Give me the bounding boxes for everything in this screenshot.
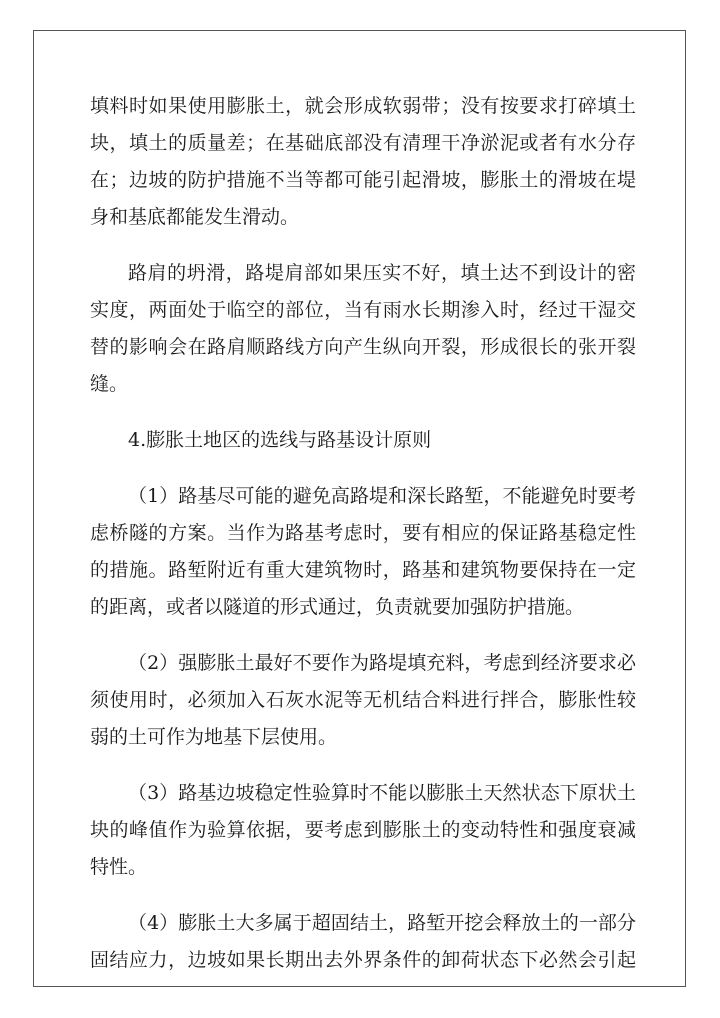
paragraph-gap	[90, 403, 636, 422]
text-line: 身和基底都能发生滑动。	[90, 206, 300, 228]
text-line: 的距离，或者以隧道的形式通过，负责就要加强防护措施。	[90, 596, 585, 618]
paragraph-gap	[90, 459, 636, 478]
paragraph-gap	[90, 886, 636, 905]
text-line: 缝。	[90, 373, 129, 395]
text-line: 实度，两面处于临空的部位，当有雨水长期渗入时，经过干湿交	[90, 299, 636, 321]
text-line: 弱的土可作为地基下层使用。	[90, 726, 338, 748]
text-line: （2）强膨胀土最好不要作为路堤填充料，考虑到经济要求必	[128, 652, 636, 674]
text-line: 4.膨胀土地区的选线与路基设计原则	[128, 429, 432, 451]
text-line: 填料时如果使用膨胀土，就会形成软弱带；没有按要求打碎填土	[90, 95, 636, 117]
text-line: 特性。	[90, 856, 148, 878]
text-line: 块，填土的质量差；在基础底部没有清理干净淤泥或者有水分存	[90, 132, 636, 154]
paragraph	[90, 478, 636, 626]
text-line: 的措施。路堑附近有重大建筑物时，路基和建筑物要保持在一定	[90, 559, 636, 581]
document-body	[90, 88, 636, 979]
paragraph	[90, 88, 636, 236]
paragraph	[90, 255, 636, 403]
text-line: （3）路基边坡稳定性验算时不能以膨胀土天然状态下原状土	[128, 782, 636, 804]
paragraph	[90, 422, 636, 459]
paragraph	[90, 905, 636, 979]
paragraph-gap	[90, 236, 636, 255]
text-line: （4）膨胀土大多属于超固结土，路堑开挖会释放土的一部分	[128, 912, 636, 934]
paragraph-gap	[90, 626, 636, 645]
text-line: 块的峰值作为验算依据，要考虑到膨胀土的变动特性和强度衰减	[90, 819, 636, 841]
text-line: 虑桥隧的方案。当作为路基考虑时，要有相应的保证路基稳定性	[90, 522, 636, 544]
text-line: 在；边坡的防护措施不当等都可能引起滑坡，膨胀土的滑坡在堤	[90, 169, 636, 191]
paragraph	[90, 775, 636, 886]
paragraph	[90, 645, 636, 756]
text-line: 须使用时，必须加入石灰水泥等无机结合料进行拌合，膨胀性较	[90, 689, 636, 711]
text-line: 路肩的坍滑，路堤肩部如果压实不好，填土达不到设计的密	[128, 262, 636, 284]
paragraph-gap	[90, 756, 636, 775]
text-line: 固结应力，边坡如果长期出去外界条件的卸荷状态下必然会引起	[90, 949, 636, 971]
text-line: （1）路基尽可能的避免高路堤和深长路堑，不能避免时要考	[128, 485, 636, 507]
text-line: 替的影响会在路肩顺路线方向产生纵向开裂，形成很长的张开裂	[90, 336, 636, 358]
